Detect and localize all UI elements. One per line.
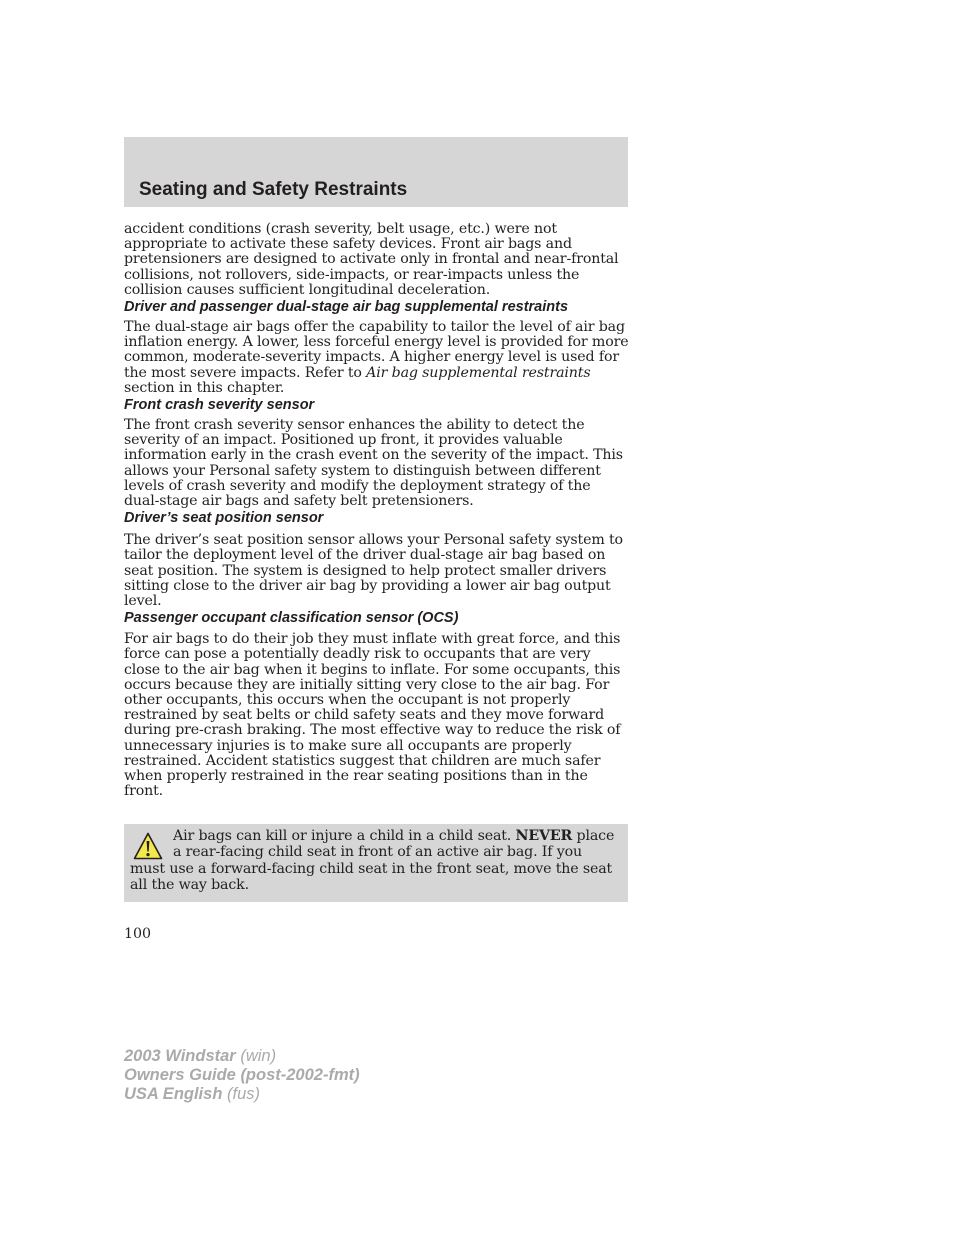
heading-seat-position-sensor: Driver’s seat position sensor [124,510,324,527]
footer-model-code: (win) [240,1047,277,1065]
heading-front-crash-sensor: Front crash severity sensor [124,397,315,414]
section-header [124,137,628,207]
page-number: 100 [124,926,152,942]
document-footer [124,1047,360,1104]
footer-line-model [124,1047,360,1066]
warning-text-start: Air bags can kill or injure a child in a child seat. [173,828,516,844]
footer-guide: Owners Guide (post-2002-fmt) [124,1066,360,1084]
section-title: Seating and Safety Restraints [139,179,408,200]
dual-stage-text-start: The dual-stage air bags offer the capability to tailor the level of air bag inflation energy. A lower, less forceful energy level is provided for more common, moderate-severity impacts. A higher energy level is used for the most severe impacts. Refer to [124,319,629,381]
footer-line-language [124,1085,360,1104]
footer-line-guide [124,1066,360,1085]
heading-ocs: Passenger occupant classification sensor (OCS) [124,610,459,627]
footer-language-code: (fus) [227,1085,260,1103]
page-content [124,222,630,800]
intro-paragraph: accident conditions (crash severity, belt usage, etc.) were not appropriate to activate these safety devices. Front air bags and pretensioners are designed to activate only in frontal and near-frontal collisions, not rollovers, side-impacts, or rear-impacts unless the collision causes sufficient longitudinal deceleration. [124,221,619,298]
warning-emphasis: NEVER [515,828,573,844]
front-sensor-paragraph: The front crash severity sensor enhances the ability to detect the severity of an impact. Positioned up front, it provides valuable information early in the crash event on the severity of the impact. This allows your Personal safety system to distinguish between different levels of crash severity and modify the deployment strategy of the dual-stage air bags and safety belt pretensioners. [124,417,623,510]
warning-text-end: place a rear-facing child seat in front of an active air bag. If you must use a forward-facing child seat in the front seat, move the seat all the way back. [130,828,615,894]
footer-language: USA English [124,1085,223,1103]
warning-box [124,824,628,902]
heading-dual-stage-air-bags: Driver and passenger dual-stage air bag supplemental restraints [124,299,569,316]
seat-sensor-paragraph: The driver’s seat position sensor allows your Personal safety system to tailor the deployment level of the driver dual-stage air bag based on seat position. The system is designed to help protect smaller drivers sitting close to the driver air bag by providing a lower air bag output level. [124,532,623,610]
footer-model: 2003 Windstar [124,1047,236,1065]
dual-stage-paragraph [124,320,630,396]
dual-stage-text-end: section in this chapter. [124,379,285,396]
ocs-paragraph: For air bags to do their job they must inflate with great force, and this force can pose a potentially deadly risk to occupants that are very close to the air bag when it begins to inflate. For some occupants, this occurs because they are initially sitting very close to the air bag. For other occupants, this occurs when the occupant is not properly restrained by seat belts or child safety seats and they move forward during pre-crash braking. The most effective way to reduce the risk of unnecessary injuries is to make sure all occupants are properly restrained. Accident statistics suggest that children are much safer when properly restrained in the rear seating positions than in the front. [124,631,621,800]
cross-reference: Air bag supplemental restraints [366,364,591,381]
warning-text [130,828,616,894]
